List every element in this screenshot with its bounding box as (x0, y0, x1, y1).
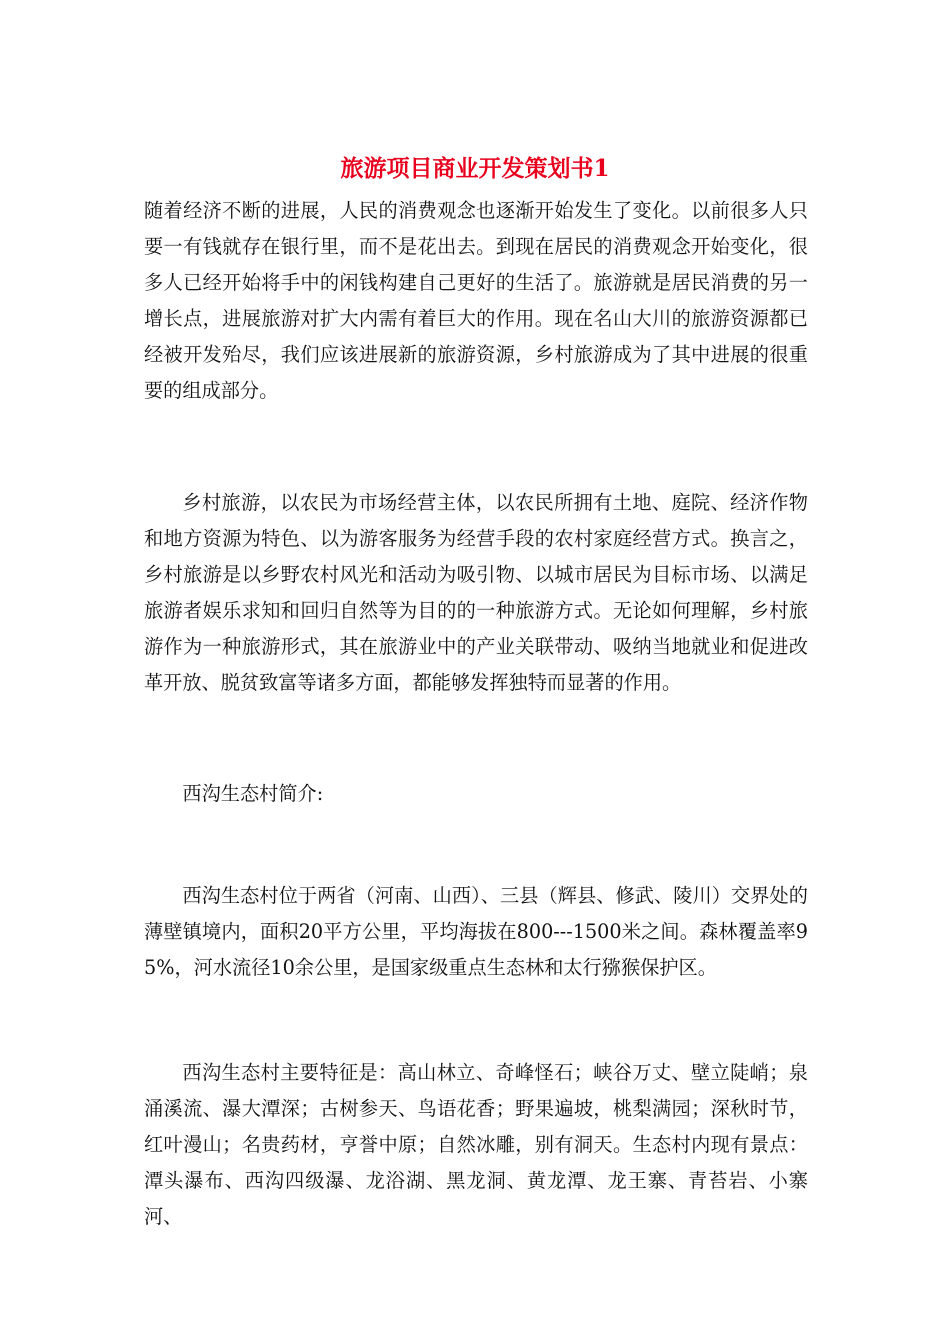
paragraph-intro: 随着经济不断的进展，人民的消费观念也逐渐开始发生了变化。以前很多人只要一有钱就存在银行里，而不是花出去。到现在居民的消费观念开始变化，很多人已经开始将手中的闲钱构建自己更好的生活了。旅游就是居民消费的另一增长点，进展旅游对扩大内需有着巨大的作用。现在名山大川的旅游资源都已经被开发殆尽，我们应该进展新的旅游资源，乡村旅游成为了其中进展的很重要的组成部分。 (144, 199, 808, 402)
section-heading-xigou: 西沟生态村简介: (182, 782, 324, 805)
paragraph-xigou-location: 西沟生态村位于两省（河南、山西）、三县（辉县、修武、陵川）交界处的薄壁镇境内，面积20平方公里，平均海拔在800---1500米之间。森林覆盖率95%，河水流径10余公里，是国家级重点生态林和太行猕猴保护区。 (144, 884, 808, 979)
document-title: 旅游项目商业开发策划书1 (340, 155, 610, 182)
paragraph-xigou-features: 西沟生态村主要特征是：高山林立、奇峰怪石；峡谷万丈、壁立陡峭；泉涌溪流、瀑大潭深；古树参天、鸟语花香；野果遍坡，桃梨满园；深秋时节，红叶漫山；名贵药材，亨誉中原；自然冰雕，别有洞天。生态村内现有景点：潭头瀑布、西沟四级瀑、龙浴湖、黑龙洞、黄龙潭、龙王寨、青苔岩、小寨河、 (144, 1061, 808, 1228)
paragraph-rural-tourism: 乡村旅游，以农民为市场经营主体，以农民所拥有土地、庭院、经济作物和地方资源为特色、以为游客服务为经营手段的农村家庭经营方式。换言之，乡村旅游是以乡野农村风光和活动为吸引物、以城市居民为目标市场、以满足旅游者娱乐求知和回归自然等为目的的一种旅游方式。无论如何理解，乡村旅游作为一种旅游形式，其在旅游业中的产业关联带动、吸纳当地就业和促进改革开放、脱贫致富等诸多方面，都能够发挥独特而显著的作用。 (144, 491, 808, 694)
